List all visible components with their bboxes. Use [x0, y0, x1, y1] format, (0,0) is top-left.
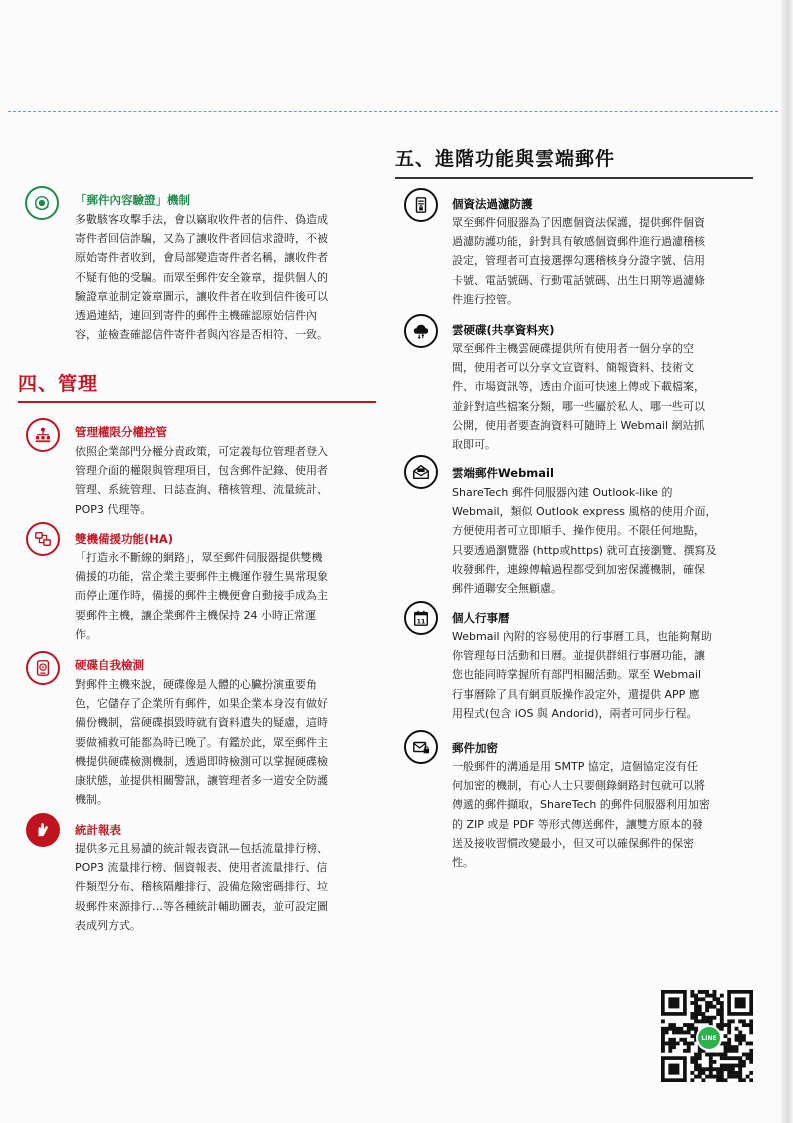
section-underline — [395, 177, 753, 179]
document-lock-icon — [404, 188, 438, 222]
item-title: 個人行事曆 — [452, 611, 510, 625]
body-line: 取即可。 — [452, 438, 496, 452]
item-body — [75, 210, 328, 344]
body-line: 過濾防護功能，針對具有敏感個資郵件進行過濾稽核 — [452, 235, 705, 249]
section-title-management: 四、管理 — [18, 373, 99, 395]
body-line: 透過連結，連回到寄件的郵件主機確認原始信件內 — [75, 309, 317, 323]
body-line: 管理介面的權限與管理項目，包含郵件記錄、使用者 — [75, 464, 328, 478]
body-line: 要郵件主機，讓企業郵件主機保持 24 小時正常運 — [75, 608, 316, 622]
body-line: 一般郵件的溝通是用 SMTP 協定，這個協定沒有任 — [452, 760, 698, 773]
body-line: 多數駭客攻擊手法，會以竊取收件者的信件、偽造成 — [75, 213, 328, 226]
body-line: 機提供硬碟檢測機制，透過即時檢測可以掌握硬碟檢 — [75, 754, 328, 768]
item-body — [452, 627, 712, 723]
mail-open-icon — [404, 455, 438, 489]
body-line: 表成列方式。 — [75, 918, 141, 932]
body-line: 備份機制，當硬碟損毀時就有資料遺失的疑慮，這時 — [75, 716, 328, 730]
body-line: 寄件者回信詐騙，又為了讓收件者回信求證時，不被 — [75, 232, 328, 246]
cloud-icon — [404, 314, 438, 348]
item-body — [452, 339, 705, 454]
body-line: 件類型分布、稽核隔離排行、設備危險密碼排行、垃 — [75, 880, 328, 894]
item-body — [75, 442, 328, 519]
body-line: 你管理每日活動和日曆。並提供群組行事曆功能，讓 — [452, 649, 705, 663]
body-line: 卡號、電話號碼、行動電話號碼、出生日期等過濾條 — [452, 273, 705, 287]
hand-report-icon — [26, 813, 60, 847]
body-line: 機制。 — [75, 793, 108, 807]
section-title-advanced: 五、進階功能與雲端郵件 — [395, 148, 616, 170]
item-title: 雙機備援功能(HA) — [75, 532, 174, 546]
item-body — [75, 675, 328, 809]
body-line: 眾至郵件主機雲硬碟提供所有使用者一個分享的空 — [452, 342, 694, 355]
line-qr-code — [661, 990, 753, 1082]
body-line: POP3 代理等。 — [75, 502, 152, 516]
section-underline — [18, 401, 376, 403]
calendar-icon — [404, 601, 438, 635]
hard-disk-icon — [26, 651, 60, 685]
item-title: 管理權限分權控管 — [75, 425, 167, 439]
body-line: 傳遞的郵件擷取，ShareTech 的郵件伺服器利用加密 — [452, 798, 710, 812]
body-line: 要做補救可能都為時已晚了。有鑑於此，眾至郵件主 — [75, 735, 328, 749]
body-line: 提供多元且易讀的統計報表資訊—包括流量排行榜、 — [75, 842, 328, 855]
body-line: 備援的功能，當企業主要郵件主機運作發生異常現象 — [75, 570, 328, 584]
mail-encrypt-icon — [404, 730, 438, 764]
item-body — [452, 483, 716, 598]
body-line: 件、市場資訊等，透由介面可快速上傳或下載檔案， — [452, 380, 705, 394]
body-line: 設定，管理者可直接選擇勾選稽核身分證字號、信用 — [452, 254, 705, 268]
body-line: 管理、系統管理、日誌查詢、稽核管理、流量統計、 — [75, 483, 328, 497]
seal-icon — [25, 186, 59, 220]
body-line: 公開，使用者要查詢資料可隨時上 Webmail 網站抓 — [452, 418, 705, 432]
body-line: Webmail，類似 Outlook express 風格的使用介面， — [452, 505, 717, 519]
body-line: 並針對這些檔案分類，哪一些屬於私人、哪一些可以 — [452, 399, 705, 413]
body-line: 用程式(包含 iOS 與 Andorid)，兩者可同步行程。 — [452, 706, 698, 720]
body-line: 行事曆除了具有網頁版操作設定外，還提供 APP 應 — [452, 687, 700, 701]
body-line: Webmail 內附的容易使用的行事曆工具，也能夠幫助 — [452, 630, 713, 643]
item-title: 統計報表 — [75, 823, 121, 837]
body-line: POP3 流量排行榜、個資報表、使用者流量排行、信 — [75, 861, 328, 875]
item-body — [75, 548, 328, 644]
body-line: 收發郵件，連線傳輸過程都受到加密保護機制，確保 — [452, 562, 705, 576]
body-line: 眾至郵件伺服器為了因應個資法保護，提供郵件個資 — [452, 216, 705, 229]
body-line: 的 ZIP 或是 PDF 等形式傳送郵件，讓雙方原本的發 — [452, 817, 703, 831]
line-logo-icon: LINE — [696, 1025, 722, 1051]
top-dashed-divider — [8, 111, 778, 112]
body-line: 依照企業部門分權分責政策，可定義每位管理者登入 — [75, 445, 328, 458]
body-line: 作。 — [75, 627, 97, 641]
body-line: 「打造永不斷線的網路」，眾至郵件伺服器提供雙機 — [75, 551, 323, 564]
item-title: 硬碟自我檢測 — [75, 658, 144, 672]
body-line: 容，並檢查確認信件寄件者與內容是否相符、一致。 — [75, 328, 328, 342]
body-line: 方便使用者可立即順手、操作使用。不限任何地點， — [452, 524, 705, 538]
org-chart-icon — [26, 418, 60, 452]
item-title: 郵件加密 — [452, 741, 498, 755]
body-line: 色，它儲存了企業所有郵件，如果企業本身沒有做好 — [75, 697, 328, 711]
body-line: 圾郵件來源排行…等各種統計輔助圖表，並可設定圖 — [75, 899, 328, 913]
page-edge-shadow — [781, 0, 793, 1123]
body-line: ShareTech 郵件伺服器內建 Outlook-like 的 — [452, 486, 673, 499]
body-line: 康狀態，並提供相關警訊，讓管理者多一道安全防護 — [75, 774, 328, 788]
body-line: 何加密的機制，有心人士只要側錄網路封包就可以將 — [452, 779, 705, 793]
body-line: 原始寄件者收到，會局部變造寄件者名稱，讓收件者 — [75, 251, 328, 265]
body-line: 送及接收習慣改變最小，但又可以確保郵件的保密 — [452, 836, 694, 850]
dual-server-icon — [26, 522, 60, 556]
body-line: 對郵件主機來說，硬碟像是人體的心臟扮演重要角 — [75, 678, 317, 691]
body-line: 間，使用者可以分享文宣資料、簡報資料、技術文 — [452, 361, 694, 375]
svg-text:11: 11 — [416, 618, 426, 626]
body-line: 只要透過瀏覽器 (http或https) 就可直接瀏覽、撰寫及 — [452, 543, 717, 557]
body-line: 性。 — [452, 856, 474, 870]
item-body — [452, 213, 705, 309]
body-line: 您也能同時掌握所有部門相關活動。眾至 Webmail — [452, 668, 702, 682]
item-title: 個資法過濾防護 — [452, 197, 533, 211]
item-title: 雲端郵件Webmail — [452, 466, 554, 480]
item-title: 「郵件內容驗證」機制 — [75, 193, 190, 207]
item-body — [452, 757, 710, 872]
body-line: 驗證章並制定簽章圖示，讓收件者在收到信件後可以 — [75, 289, 328, 303]
body-line: 不疑有他的受騙。而眾至郵件安全簽章，提供個人的 — [75, 270, 328, 284]
body-line: 件進行控管。 — [452, 292, 518, 306]
body-line: 而停止運作時，備援的郵件主機便會自動接手成為主 — [75, 589, 328, 603]
item-body — [75, 839, 328, 935]
body-line: 郵件通聯安全無顧慮。 — [452, 582, 562, 596]
item-title: 雲硬碟(共享資料夾) — [452, 323, 555, 337]
